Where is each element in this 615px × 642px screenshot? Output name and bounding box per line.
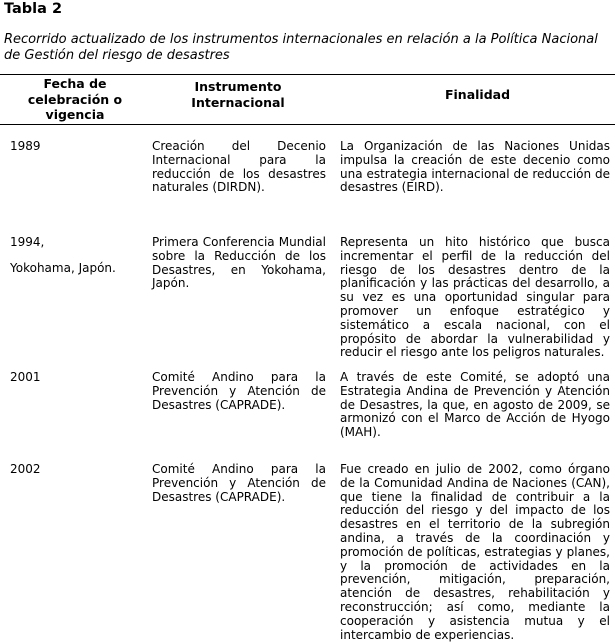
row-fecha: 2001 <box>10 370 41 384</box>
row-finalidad: Representa un hito histórico que busca incrementar el perfil de la reducción del riesgo de los desastres dentro de la planificación y las prácticas del desarrollo, a su vez es una oportunidad singular para promover un enfoque estratégico y sistemático a escala nacional, con el propósito de abordar la vulnerabilidad y reducir el riesgo ante los peligros naturales. <box>340 235 610 360</box>
row-instrumento: Primera Conferencia Mundial sobre la Reducción de los Desastres, en Yokohama, Japón. <box>152 235 326 291</box>
row-fecha-place: Yokohama, Japón. <box>10 260 116 275</box>
row-instrumento: Comité Andino para la Prevención y Atención de Desastres (CAPRADE). <box>152 462 326 504</box>
row-instrumento: Comité Andino para la Prevención y Atención de Desastres (CAPRADE). <box>152 370 326 412</box>
row-fecha: 2002 <box>10 462 41 476</box>
header-finalidad: Finalidad <box>444 87 511 102</box>
header-instrumento: Instrumento Internacional <box>191 79 285 110</box>
row-fecha-year: 1994, <box>10 235 45 249</box>
row-fecha: 1989 <box>10 139 41 153</box>
row-instrumento: Creación del Decenio Internacional para la reducción de los desastres naturales (DIRDN). <box>152 139 326 195</box>
table-label: Tabla 2 <box>4 1 63 17</box>
row-finalidad: Fue creado en julio de 2002, como órgano de la Comunidad Andina de Naciones (CAN), que tiene la finalidad de contribuir a la reducción del riesgo y del impacto de los desastres en el territorio de la subregión andina, a través de la coordinación y promoción de políticas, estrategias y planes, y la promoción de actividades en la prevención, mitigación, preparación, atención de desastres, rehabilitación y reconstrucción; así como, mediante la cooperación y asistencia mutua y el intercambio de experiencias. <box>340 462 610 642</box>
row-fecha <box>10 236 140 276</box>
table-header-rule <box>0 124 615 125</box>
header-fecha: Fecha de celebración o vigencia <box>27 76 123 122</box>
table-caption: Recorrido actualizado de los instrumentos internacionales en relación a la Política Nacional de Gestión del riesgo de desastres <box>4 32 598 63</box>
row-finalidad: A través de este Comité, se adoptó una Estrategia Andina de Prevención y Atención de Desastres, la que, en agosto de 2009, se armonizó con el Marco de Acción de Hyogo (MAH). <box>340 370 610 440</box>
table-top-rule <box>0 74 615 75</box>
row-finalidad: La Organización de las Naciones Unidas impulsa la creación de este decenio como una estrategia internacional de reducción de desastres (EIRD). <box>340 139 610 195</box>
